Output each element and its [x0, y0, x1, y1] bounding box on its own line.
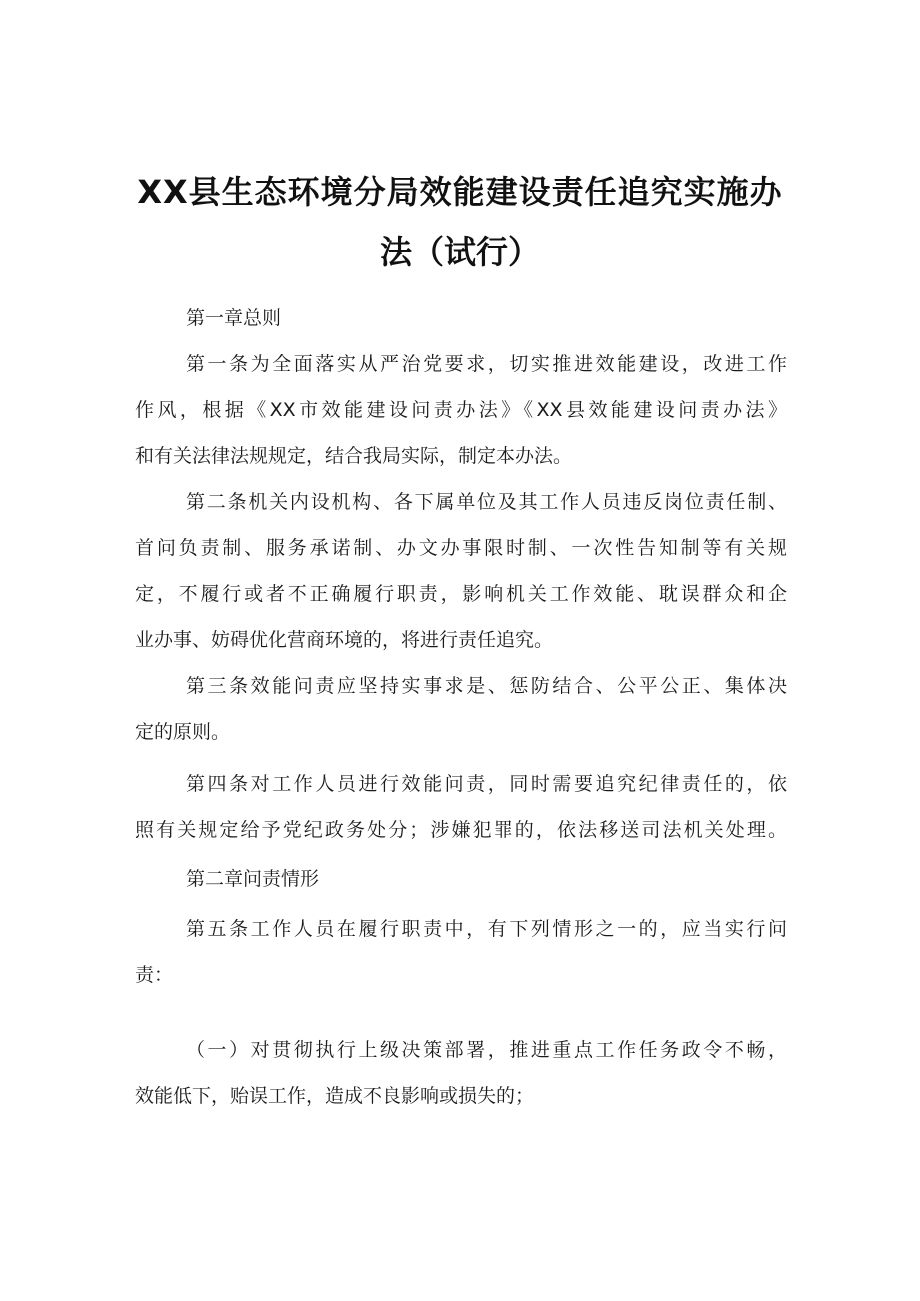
paragraph-line: 第二条机关内设机构、各下属单位及其工作人员违反岗位责任制、	[186, 491, 787, 513]
paragraph-line: （一）对贯彻执行上级决策部署，推进重点工作任务政令不畅，	[186, 1039, 787, 1061]
chapter-heading: 第一章总则	[186, 307, 282, 329]
document-title-line-1: XX县生态环境分局效能建设责任追究实施办	[137, 173, 783, 211]
paragraph-line: 首问负责制、服务承诺制、办文办事限时制、一次性告知制等有关规	[135, 537, 787, 559]
paragraph-line: 和有关法律法规规定，结合我局实际，制定本办法。	[135, 445, 573, 467]
paragraph-line: 效能低下，贻误工作，造成不良影响或损失的；	[135, 1085, 535, 1107]
paragraph-line: 作风，根据《XX市效能建设问责办法》《XX县效能建设问责办法》	[135, 399, 787, 421]
paragraph-line: 定，不履行或者不正确履行职责，影响机关工作效能、耽误群众和企	[135, 583, 787, 605]
paragraph-line: 责：	[135, 964, 174, 986]
paragraph-line: 第五条工作人员在履行职责中，有下列情形之一的，应当实行问	[186, 918, 787, 940]
paragraph-line: 第三条效能问责应坚持实事求是、惩防结合、公平公正、集体决	[186, 675, 787, 697]
document-title-line-2: 法（试行）	[379, 233, 540, 271]
paragraph-line: 第四条对工作人员进行效能问责，同时需要追究纪律责任的，依	[186, 773, 787, 795]
paragraph-line: 照有关规定给予党纪政务处分；涉嫌犯罪的，依法移送司法机关处理。	[135, 819, 787, 841]
paragraph-line: 定的原则。	[135, 721, 231, 743]
chapter-heading: 第二章问责情形	[186, 868, 320, 890]
paragraph-line: 业办事、妨碍优化营商环境的，将进行责任追究。	[135, 629, 554, 651]
paragraph-line: 第一条为全面落实从严治党要求，切实推进效能建设，改进工作	[186, 353, 787, 375]
